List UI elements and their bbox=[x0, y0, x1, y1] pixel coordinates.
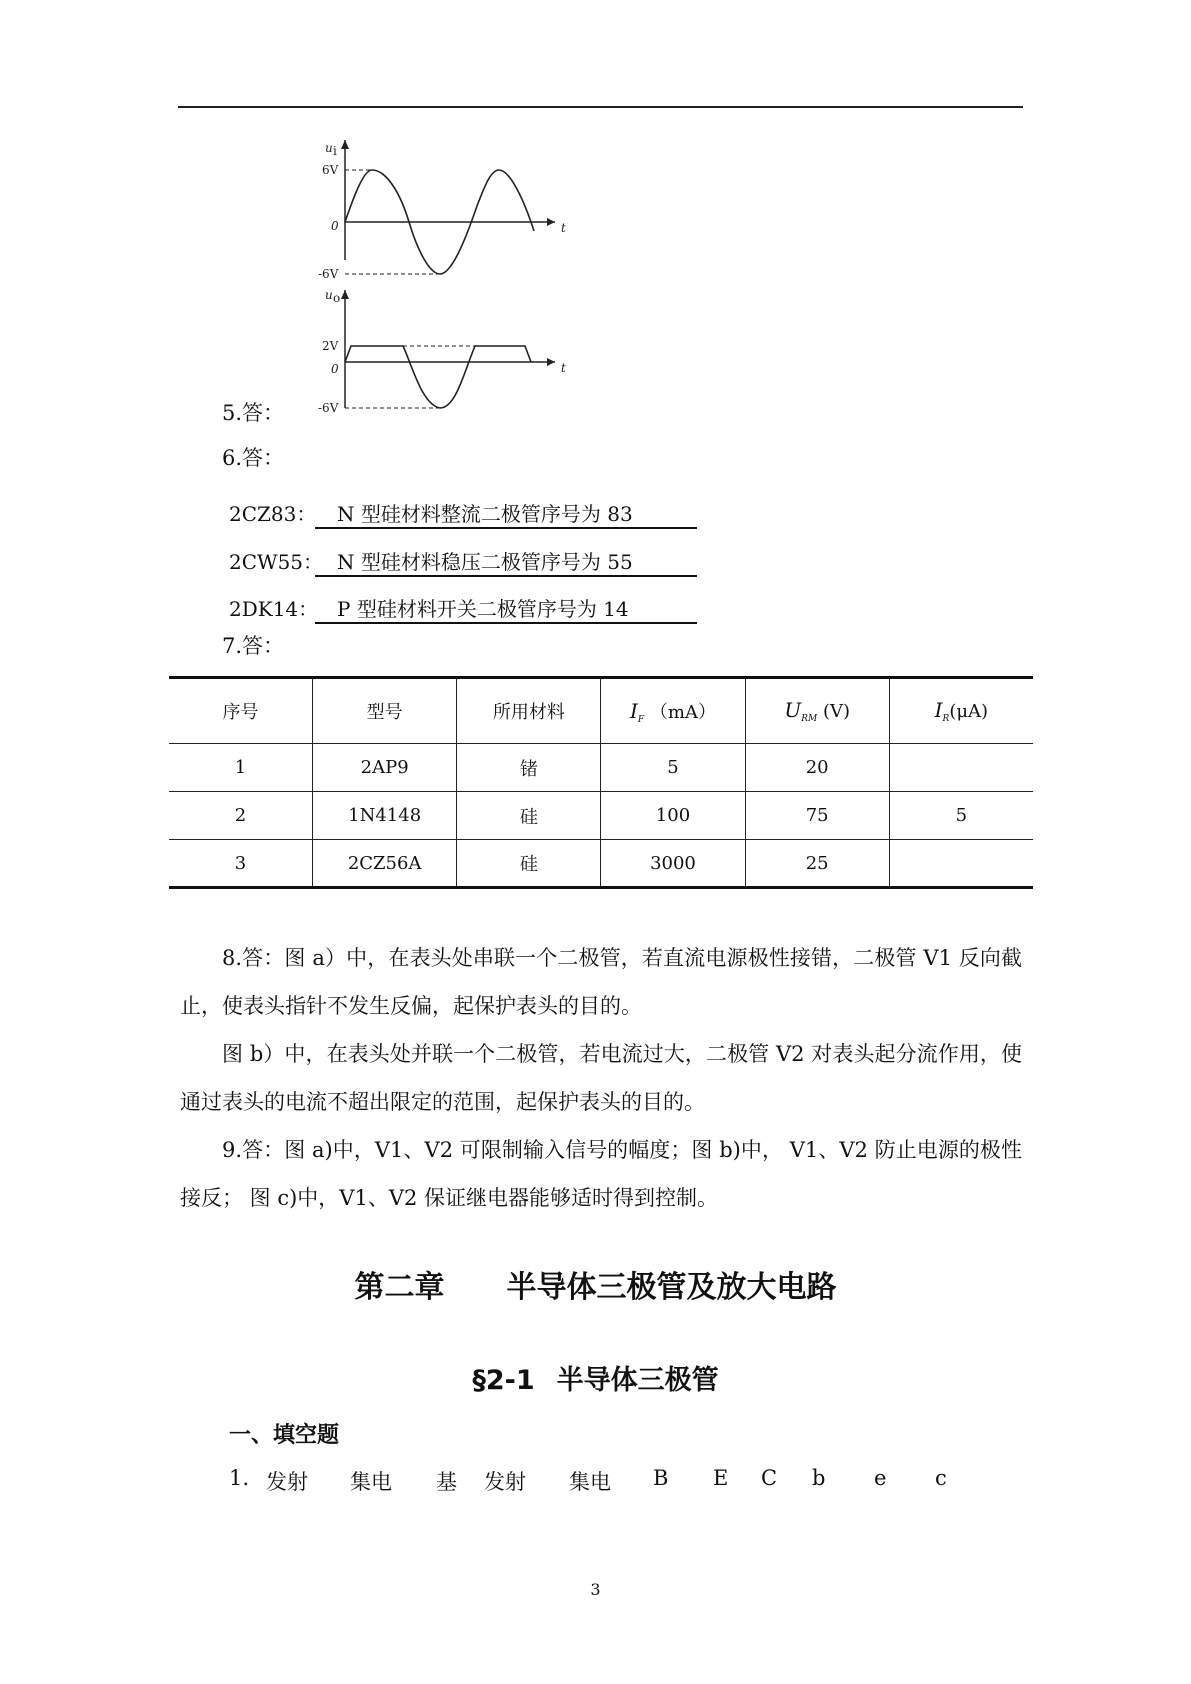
table-row bbox=[169, 840, 1033, 888]
table-cell: 25 bbox=[745, 840, 889, 888]
table-cell: 2AP9 bbox=[312, 744, 456, 792]
fill-answer: E bbox=[713, 1466, 729, 1490]
diode-code: 2CW55： bbox=[229, 550, 324, 574]
fill-answer: 发射 bbox=[266, 1470, 308, 1494]
output-waveform bbox=[318, 288, 566, 415]
output-ylabel: u bbox=[325, 288, 333, 302]
answer-5-label: 5.答： bbox=[222, 401, 285, 425]
table-cell: 硅 bbox=[457, 792, 601, 840]
input-waveform bbox=[318, 140, 566, 281]
fill-answer: 集电 bbox=[350, 1470, 392, 1494]
input-ylabel: u bbox=[325, 141, 333, 155]
code-row bbox=[229, 498, 697, 529]
output-xlabel: t bbox=[561, 361, 566, 375]
diode-spec-table bbox=[169, 676, 1033, 889]
table-cell: 5 bbox=[889, 792, 1033, 840]
section-title: 半导体三极管 bbox=[556, 1365, 719, 1396]
answer-8b-paragraph: 图 b）中，在表头处并联一个二极管，若电流过大，二极管 V2 对表头起分流作用，使通过表头的电流不超出限定的范围，起保护表头的目的。 bbox=[180, 1042, 1022, 1114]
table-cell: 100 bbox=[601, 792, 745, 840]
fill-answer: 集电 bbox=[569, 1470, 611, 1494]
input-ylabel-sub: i bbox=[333, 144, 337, 158]
table-cell: 20 bbox=[745, 744, 889, 792]
input-tick-bottom: -6V bbox=[318, 267, 339, 281]
table-cell: 锗 bbox=[457, 744, 601, 792]
output-ylabel-sub: o bbox=[333, 291, 341, 305]
table-cell: 3 bbox=[169, 840, 312, 888]
section-number: §2-1 bbox=[472, 1365, 535, 1396]
col-header-material: 所用材料 bbox=[457, 678, 601, 744]
table-header-row bbox=[169, 678, 1033, 744]
table-row bbox=[169, 792, 1033, 840]
chapter-title: 半导体三极管及放大电路 bbox=[506, 1270, 837, 1305]
answer-6-label: 6.答： bbox=[222, 446, 285, 470]
output-tick-bottom: -6V bbox=[318, 401, 339, 415]
fill-answer: 基 bbox=[436, 1470, 457, 1494]
code-row bbox=[229, 546, 697, 577]
diode-description: N 型硅材料整流二极管序号为 83 bbox=[315, 501, 697, 529]
col-header-urm: $U_{RM}$ (V) bbox=[745, 678, 889, 744]
table-cell: 3000 bbox=[601, 840, 745, 888]
answer-7-label: 7.答： bbox=[222, 634, 285, 658]
input-xlabel: t bbox=[561, 221, 566, 235]
code-row bbox=[229, 593, 697, 624]
table-cell: 2CZ56A bbox=[312, 840, 456, 888]
chapter-heading bbox=[0, 1262, 1191, 1306]
diode-code: 2DK14： bbox=[229, 597, 319, 621]
table-row bbox=[169, 744, 1033, 792]
waveform-figure bbox=[300, 140, 580, 425]
fill-answer: c bbox=[935, 1466, 947, 1490]
fill-answer: 发射 bbox=[484, 1470, 526, 1494]
subsection-heading: 一、填空题 bbox=[229, 1423, 340, 1448]
diode-description: N 型硅材料稳压二极管序号为 55 bbox=[315, 549, 697, 577]
fill-answer: C bbox=[761, 1466, 778, 1490]
answer-9-paragraph: 9.答：图 a)中，V1、V2 可限制输入信号的幅度；图 b)中， V1、V2 防止电源的极性接反； 图 c)中，V1、V2 保证继电器能够适时得到控制。 bbox=[180, 1138, 1022, 1210]
page-number: 3 bbox=[590, 1580, 601, 1599]
answer-8-paragraph: 8.答：图 a）中，在表头处串联一个二极管，若直流电源极性接错，二极管 V1 反向截止，使表头指针不发生反偏，起保护表头的目的。 bbox=[180, 946, 1022, 1018]
table-cell: 2 bbox=[169, 792, 312, 840]
input-tick-top: 6V bbox=[322, 163, 339, 177]
output-tick-top: 2V bbox=[322, 339, 339, 353]
header-rule bbox=[178, 106, 1023, 108]
fill-answer: B bbox=[653, 1466, 669, 1490]
col-header-ir: $I_R(\mu A)$ bbox=[889, 678, 1033, 744]
table-cell: 硅 bbox=[457, 840, 601, 888]
fill-answer: b bbox=[812, 1466, 826, 1490]
table-cell: 75 bbox=[745, 792, 889, 840]
output-tick-zero: 0 bbox=[331, 362, 339, 376]
col-header-if: $I_F$ （mA） bbox=[601, 678, 745, 744]
chapter-number: 第二章 bbox=[354, 1270, 445, 1305]
question-number: 1. bbox=[229, 1466, 250, 1490]
input-tick-zero: 0 bbox=[331, 219, 339, 233]
table-cell: 1N4148 bbox=[312, 792, 456, 840]
table-cell bbox=[889, 744, 1033, 792]
table-cell bbox=[889, 840, 1033, 888]
section-heading bbox=[0, 1358, 1191, 1397]
col-header-index: 序号 bbox=[169, 678, 312, 744]
table-cell: 5 bbox=[601, 744, 745, 792]
diode-description: P 型硅材料开关二极管序号为 14 bbox=[315, 596, 697, 624]
fill-answer: e bbox=[874, 1466, 887, 1490]
diode-code: 2CZ83： bbox=[229, 502, 317, 526]
table-cell: 1 bbox=[169, 744, 312, 792]
col-header-model: 型号 bbox=[312, 678, 456, 744]
